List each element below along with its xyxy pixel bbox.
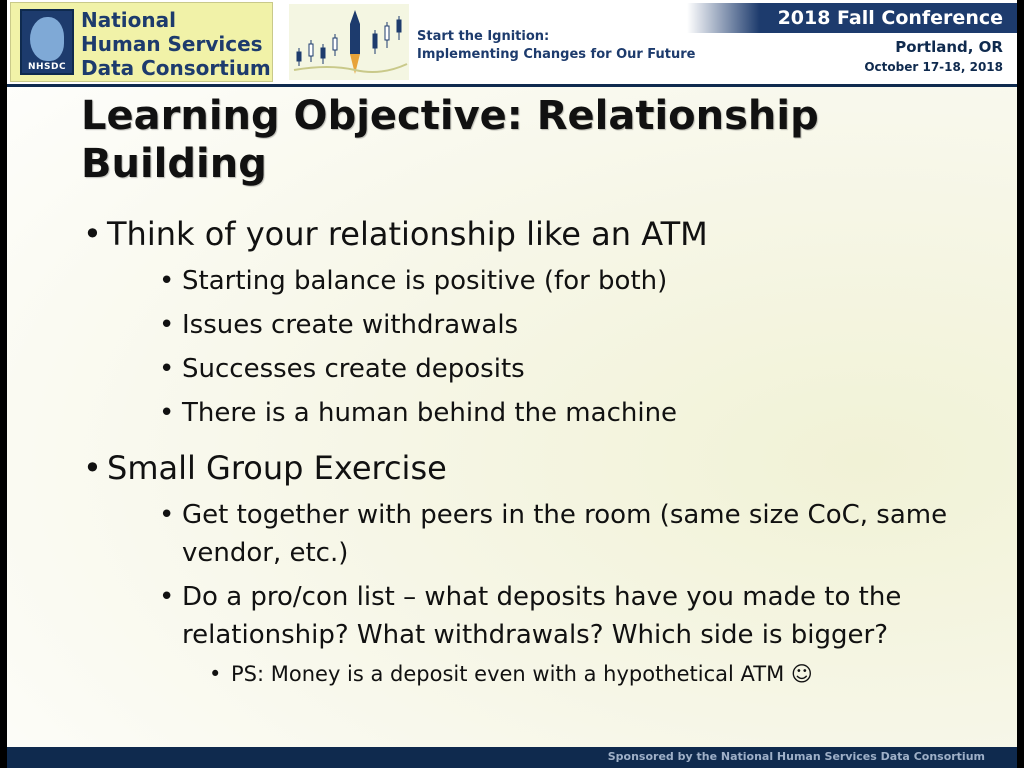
sub-bullet-deposits: • Successes create deposits — [157, 350, 981, 388]
nhsdc-logo — [10, 2, 273, 82]
header-banner — [7, 0, 1017, 86]
tagline-line-1: Start the Ignition: — [417, 29, 550, 44]
bullet-list — [81, 208, 981, 690]
footer-bar — [7, 747, 1017, 768]
conference-strip — [687, 3, 1017, 33]
sub-bullet-human: • There is a human behind the machine — [157, 394, 981, 432]
logo-line-2: Human Services — [81, 32, 263, 56]
sub-bullet-pro-con: • Do a pro/con list – what deposits have you made to the relationship? What withdrawals? Which side is bigger? — [157, 578, 981, 654]
slide — [7, 0, 1017, 768]
head-silhouette-icon — [20, 9, 74, 75]
conference-dates: October 17-18, 2018 — [864, 60, 1003, 74]
conference-title: 2018 Fall Conference — [777, 7, 1003, 29]
logo-line-3: Data Consortium — [81, 56, 271, 80]
logo-text — [81, 8, 271, 80]
bullet-small-group: • Small Group Exercise — [81, 446, 981, 490]
sponsor-text: Sponsored by the National Human Services Data Consortium — [607, 750, 985, 763]
conference-tagline — [417, 28, 696, 64]
header-divider — [7, 84, 1017, 87]
sub-sub-bullet-ps: • PS: Money is a deposit even with a hypothetical ATM ☺ — [207, 658, 981, 690]
sub-bullet-peers: • Get together with peers in the room (same size CoC, same vendor, etc.) — [157, 496, 981, 572]
tagline-line-2: Implementing Changes for Our Future — [417, 47, 696, 62]
bullet-atm: • Think of your relationship like an ATM — [81, 212, 981, 256]
sub-bullet-starting-balance: • Starting balance is positive (for both) — [157, 262, 981, 300]
sub-bullet-withdrawals: • Issues create withdrawals — [157, 306, 981, 344]
logo-abbrev: NHSDC — [27, 62, 67, 72]
conference-location: Portland, OR — [895, 38, 1003, 56]
slide-title: Learning Objective: Relationship Building — [81, 93, 819, 187]
logo-line-1: National — [81, 8, 176, 32]
rocket-candlestick-icon — [289, 4, 409, 80]
